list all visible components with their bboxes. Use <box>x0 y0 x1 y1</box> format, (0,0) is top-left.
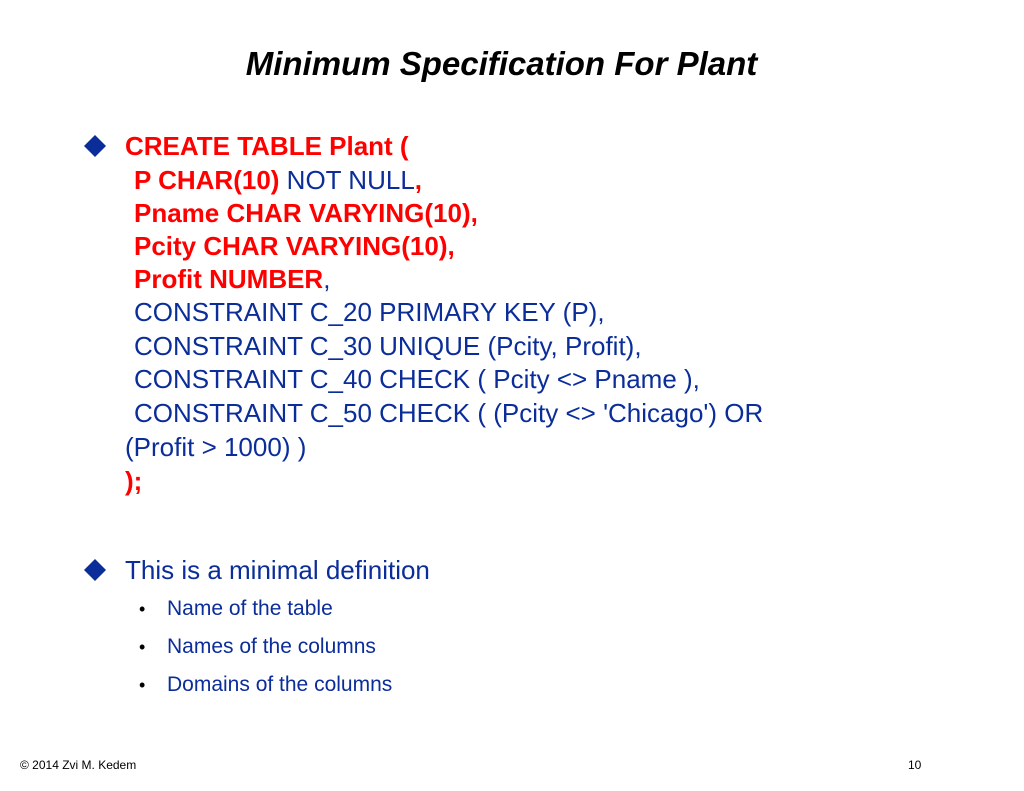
dot-bullet-icon: • <box>139 675 146 695</box>
sql-constraint-20: CONSTRAINT C_20 PRIMARY KEY (P), <box>134 297 605 327</box>
footer-copyright: © 2014 Zvi M. Kedem <box>20 758 137 772</box>
sql-close: ); <box>125 466 143 496</box>
sql-col-profit-line <box>134 264 330 294</box>
sql-col-pname-line: Pname CHAR VARYING(10), <box>134 198 478 228</box>
dot-bullet-icon: • <box>139 599 146 619</box>
sql-col-pcity-line: Pcity CHAR VARYING(10), <box>134 231 455 261</box>
list-item: Name of the table <box>167 597 333 620</box>
diamond-bullet-icon <box>84 559 106 581</box>
sql-constraint-30: CONSTRAINT C_30 UNIQUE (Pcity, Profit), <box>134 331 642 361</box>
sql-col-p: P CHAR(10) <box>134 165 280 195</box>
bullet-minimal-definition: This is a minimal definition <box>125 555 430 585</box>
sql-col-profit: Profit NUMBER <box>134 264 324 294</box>
sql-col-p-line <box>134 165 422 195</box>
sql-constraint-50-end: (Profit > 1000) ) <box>125 432 307 462</box>
sql-create-line: CREATE TABLE Plant ( <box>125 131 409 161</box>
sql-comma: , <box>414 165 423 195</box>
diamond-bullet-icon <box>84 135 106 157</box>
sql-constraint-40: CONSTRAINT C_40 CHECK ( Pcity <> Pname ), <box>134 364 700 394</box>
slide-title: Minimum Specification For Plant <box>245 45 758 82</box>
page-number: 10 <box>908 758 922 772</box>
list-item: Domains of the columns <box>167 673 393 696</box>
sql-not-null: NOT NULL <box>286 165 415 195</box>
sql-profit-comma: , <box>323 264 331 294</box>
list-item: Names of the columns <box>167 635 376 658</box>
sql-constraint-50-start: CONSTRAINT C_50 CHECK ( (Pcity <> 'Chicago') OR <box>134 398 764 428</box>
dot-bullet-icon: • <box>139 637 146 657</box>
